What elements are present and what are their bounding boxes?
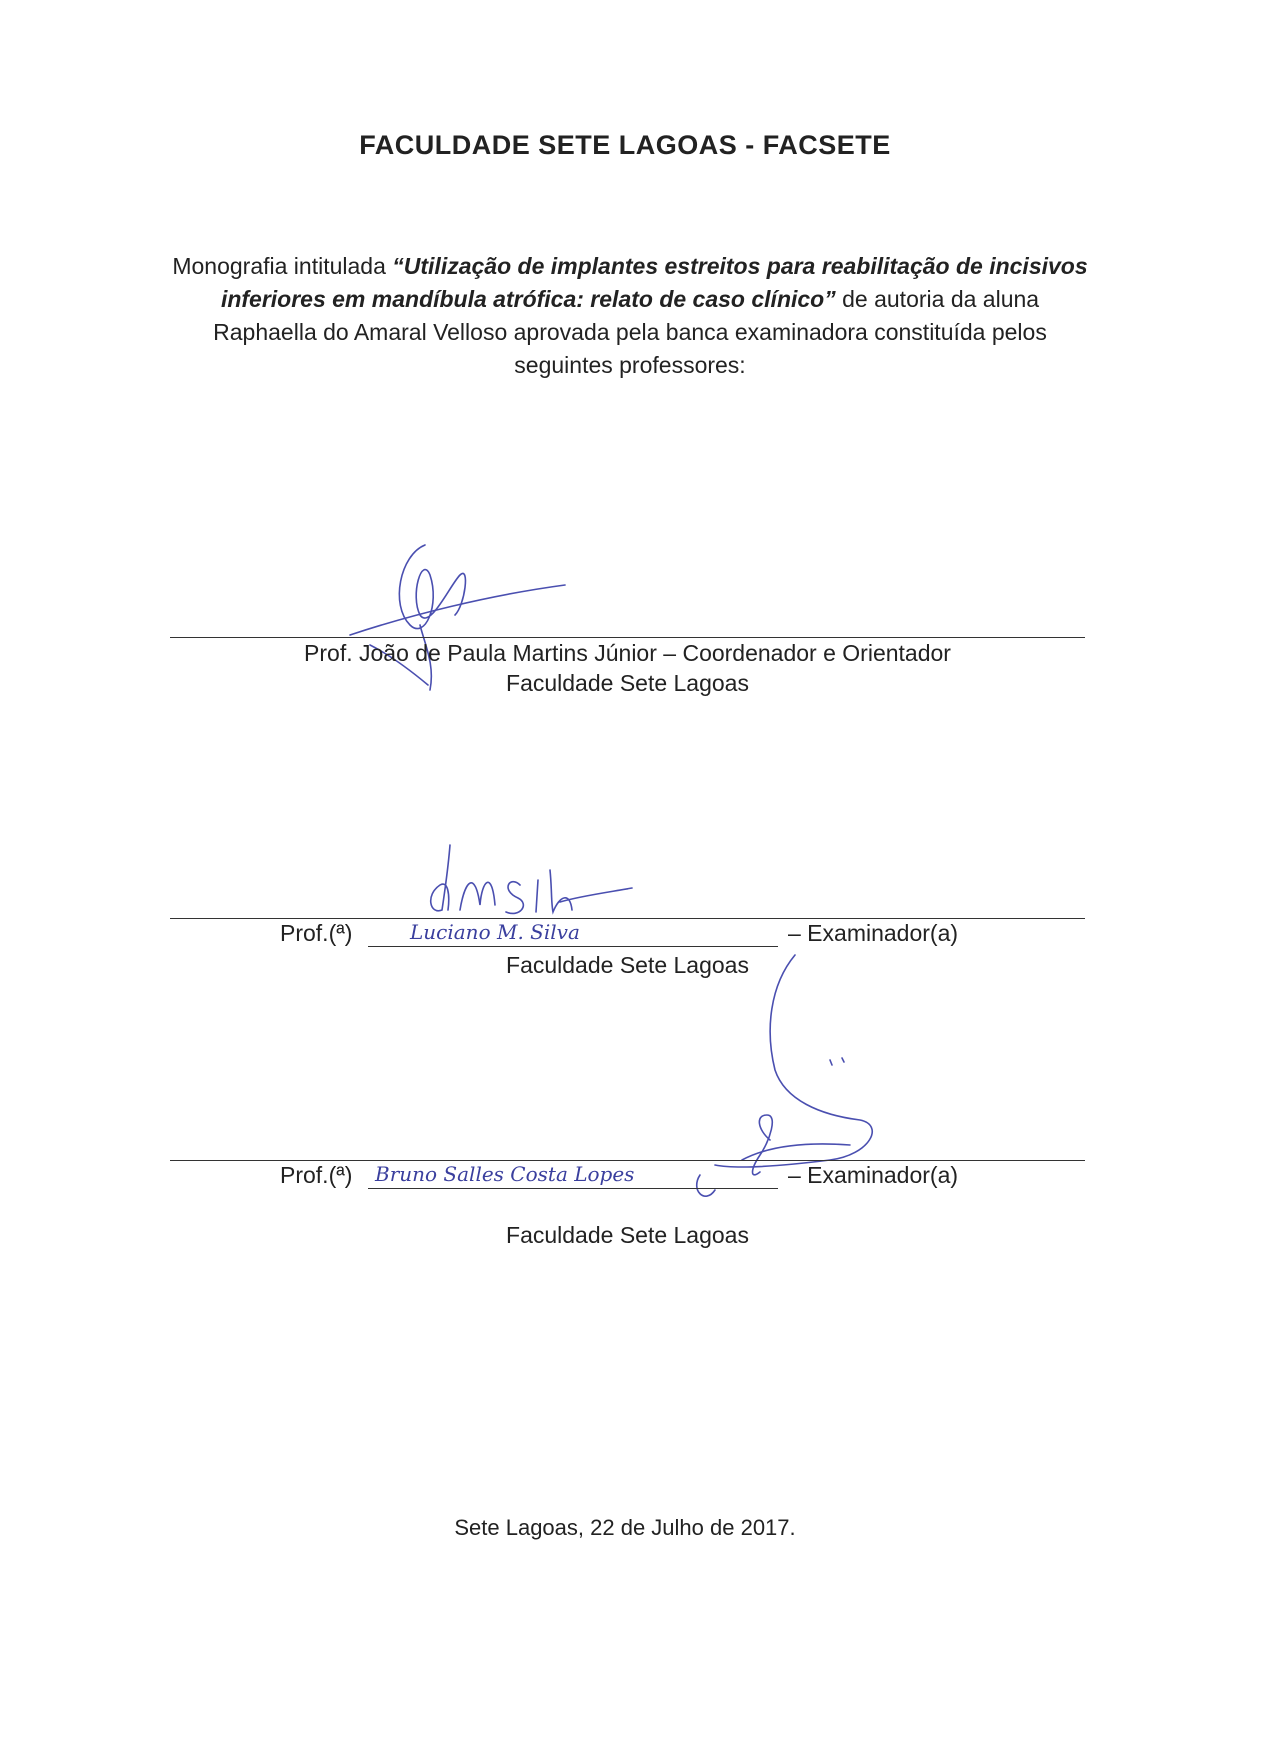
- institution-title: FACULDADE SETE LAGOAS - FACSETE: [359, 130, 891, 160]
- examiner-1-affiliation: Faculdade Sete Lagoas: [506, 670, 749, 696]
- examiner-3-affiliation: Faculdade Sete Lagoas: [506, 1222, 749, 1248]
- examiner-3-prefix: Prof.(ª): [280, 1162, 353, 1188]
- examiner-2-prefix: Prof.(ª): [280, 920, 353, 946]
- thesis-title: “Utilização de implantes estreitos para reabilitação de incisivos inferiores em mandíbula atrófica: relato de caso clínico”: [220, 253, 1088, 312]
- examiner-2-affiliation: Faculdade Sete Lagoas: [506, 952, 749, 978]
- examiner-3-name-line: [368, 1188, 778, 1189]
- signature-examiner-2: [420, 840, 650, 920]
- examiner-3-handwritten-name: Bruno Salles Costa Lopes: [375, 1162, 635, 1186]
- signature-line-2: [170, 918, 1085, 919]
- examiner-3-row: [170, 1162, 1085, 1194]
- approval-statement: [170, 250, 1090, 382]
- examiner-1-name-role: Prof. João de Paula Martins Júnior – Coordenador e Orientador: [304, 640, 951, 666]
- examiner-2-name-line: [368, 946, 778, 947]
- examiner-2-row: [170, 920, 1085, 952]
- examiner-2-role: – Examinador(a): [788, 920, 959, 946]
- intro-lead: Monografia intitulada: [172, 253, 393, 279]
- signature-line-3: [170, 1160, 1085, 1161]
- examiner-3-role: – Examinador(a): [788, 1162, 959, 1188]
- examiner-2-handwritten-name: Luciano M. Silva: [410, 920, 580, 944]
- intro-continuation: de autoria da aluna Raphaella do Amaral Velloso aprovada pela banca examinadora constituída pelos seguintes professores:: [213, 286, 1047, 378]
- place-date: Sete Lagoas, 22 de Julho de 2017.: [454, 1515, 796, 1540]
